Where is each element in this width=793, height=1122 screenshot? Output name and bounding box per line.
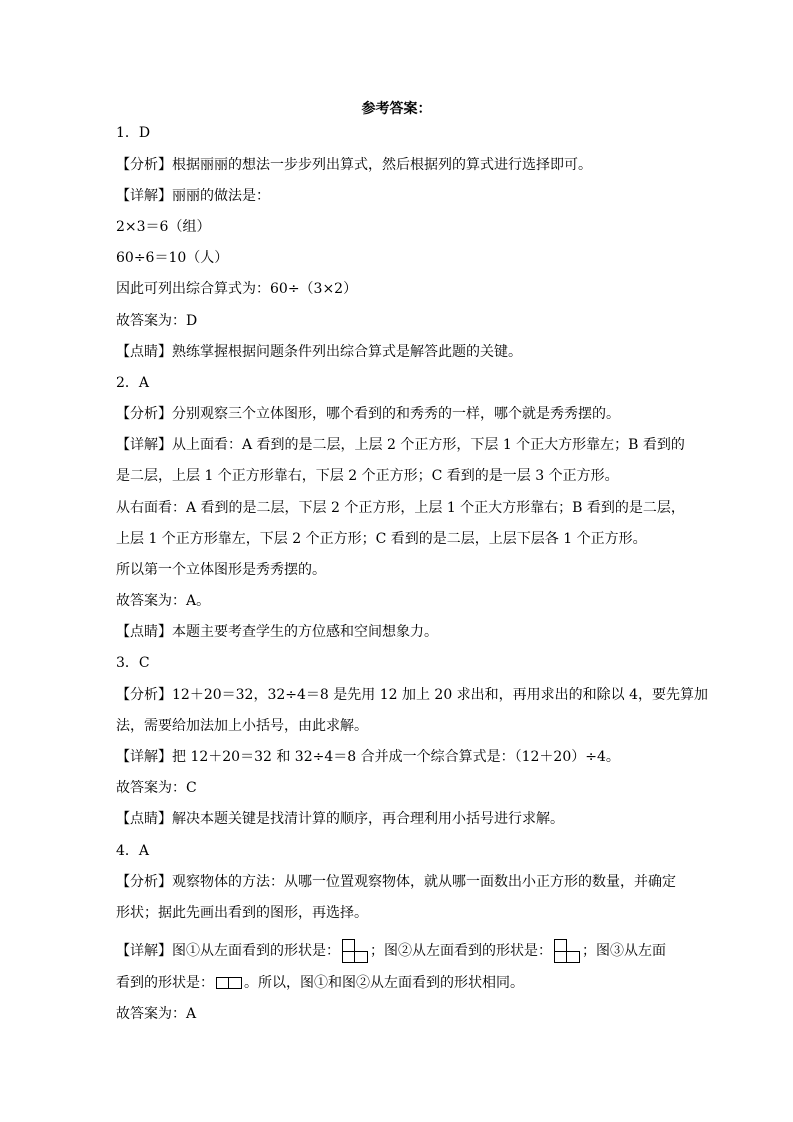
answer-line: 法，需要给加法加上小括号，由此求解。 bbox=[116, 718, 368, 734]
answer-line: 形状；据此先画出看到的图形，再选择。 bbox=[116, 905, 368, 921]
answer-line: 【详解】丽丽的做法是： bbox=[116, 188, 270, 204]
answer-line: 故答案为：C bbox=[116, 780, 197, 796]
detail-text: 【详解】图①从左面看到的形状是： bbox=[116, 943, 340, 959]
answer-line: 是二层，上层 1 个正方形靠右，下层 2 个正方形；C 看到的是一层 3 个正方形。 bbox=[116, 468, 619, 484]
detail-text: 。所以，图①和图②从左面看到的形状相同。 bbox=[244, 975, 524, 991]
answer-line: 故答案为：A。 bbox=[116, 593, 211, 609]
answer-line: 4．A bbox=[116, 843, 150, 859]
shape-figure-3-left-view bbox=[216, 977, 242, 989]
answer-line: 【点睛】本题主要考查学生的方位感和空间想象力。 bbox=[116, 624, 438, 640]
answer-line: 1．D bbox=[116, 125, 151, 141]
answer-line: 【分析】12＋20＝32，32÷4＝8 是先用 12 加上 20 求出和，再用求出的和除以 4，要先算加 bbox=[116, 687, 709, 703]
answer-line: 故答案为：D bbox=[116, 313, 198, 329]
detail-line-with-shapes bbox=[116, 975, 686, 991]
answer-line: 【点睛】解决本题关键是找清计算的顺序，再合理利用小括号进行求解。 bbox=[116, 811, 564, 827]
answer-line: 【分析】分别观察三个立体图形，哪个看到的和秀秀的一样，哪个就是秀秀摆的。 bbox=[116, 406, 620, 422]
detail-text: 看到的形状是： bbox=[116, 975, 214, 991]
detail-line-with-shapes bbox=[116, 939, 686, 963]
answer-line: 从右面看：A 看到的是二层，下层 2 个正方形，上层 1 个正大方形靠右；B 看到的是二层， bbox=[116, 500, 685, 516]
answer-line: 2×3＝6（组） bbox=[116, 219, 211, 235]
page-title: 参考答案： bbox=[361, 101, 432, 117]
answer-line: 【点睛】熟练掌握根据问题条件列出综合算式是解答此题的关键。 bbox=[116, 344, 522, 360]
answer-line: 【详解】从上面看：A 看到的是二层，上层 2 个正方形，下层 1 个正大方形靠左；B 看到的 bbox=[116, 437, 685, 453]
answer-line: 【分析】观察物体的方法：从哪一位置观察物体，就从哪一面数出小正方形的数量，并确定 bbox=[116, 874, 676, 890]
answer-line: 因此可列出综合算式为：60÷（3×2） bbox=[116, 281, 358, 297]
shape-figure-2-left-view bbox=[554, 939, 580, 963]
answer-line: 【分析】根据丽丽的想法一步步列出算式，然后根据列的算式进行选择即可。 bbox=[116, 157, 592, 173]
answer-line: 3．C bbox=[116, 655, 150, 671]
shape-figure-1-left-view bbox=[342, 939, 368, 963]
answer-line: 上层 1 个正方形靠左，下层 2 个正方形；C 看到的是二层，上层下层各 1 个正方形。 bbox=[116, 531, 647, 547]
answer-line: 故答案为：A bbox=[116, 1006, 197, 1022]
detail-text: ；图③从左面 bbox=[582, 943, 666, 959]
detail-text: ；图②从左面看到的形状是： bbox=[370, 943, 552, 959]
answer-line: 【详解】把 12＋20＝32 和 32÷4＝8 合并成一个综合算式是：（12＋20）÷4。 bbox=[116, 749, 620, 765]
answer-line: 所以第一个立体图形是秀秀摆的。 bbox=[116, 562, 326, 578]
answer-line: 2．A bbox=[116, 375, 150, 391]
answer-line: 60÷6＝10（人） bbox=[116, 250, 229, 266]
